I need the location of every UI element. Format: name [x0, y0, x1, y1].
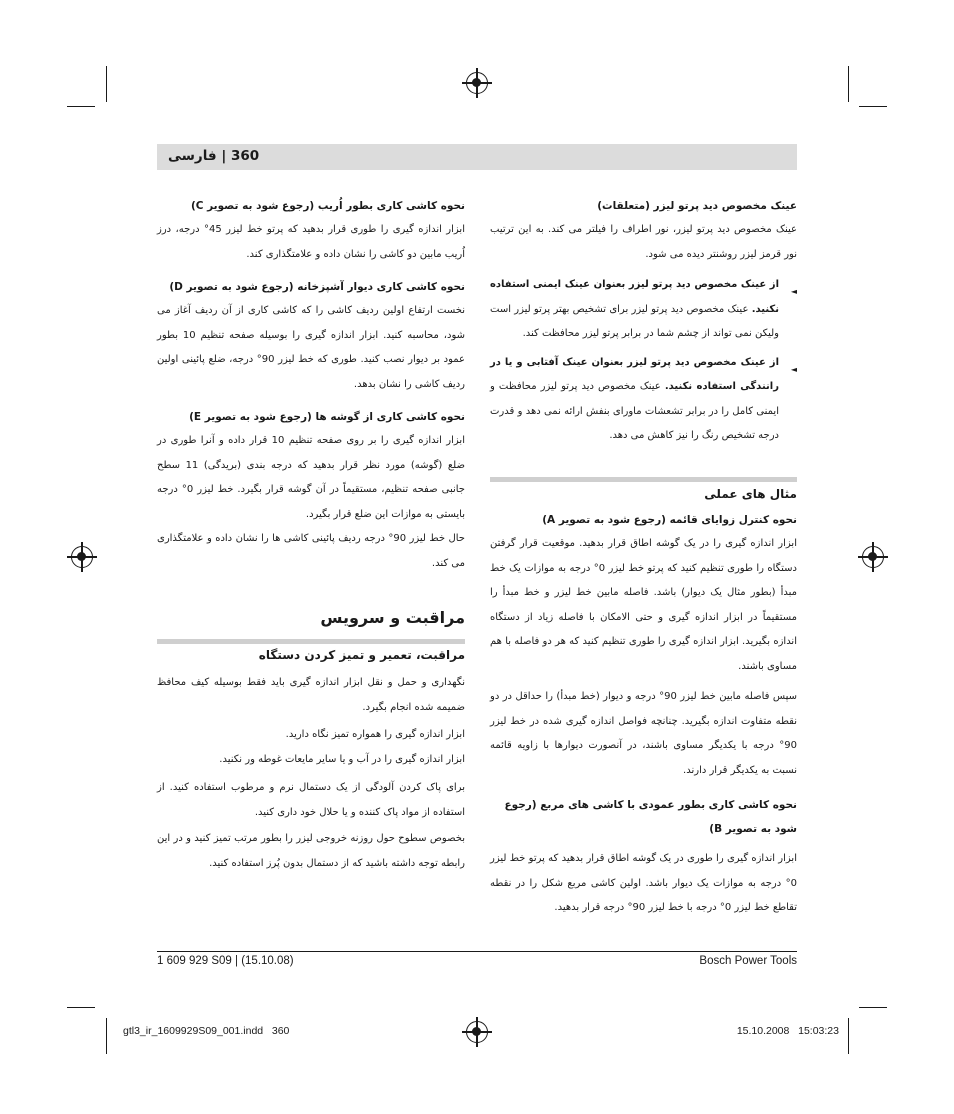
glasses-text: عینک مخصوص دید پرتو لیزر، نور اطراف را فیلتر می کند. به این ترتیب نور قرمز لیزر روشنتر دیده می شود.	[490, 224, 797, 260]
maintenance-text-4: برای پاک کردن آلودگی از یک دستمال نرم و مرطوب استفاده کنید. از استفاده از مواد پاک کننده و یا حلال خود داری کنید.	[157, 782, 465, 818]
bullet1-text: عینک مخصوص دید پرتو لیزر برای تشخیص بهتر پرتو لیزر است ولیکن نمی تواند از چشم شما در برابر پرتو لیزر محافظت کند.	[490, 303, 779, 339]
crop-mark	[848, 66, 849, 102]
bullet-glasses-sun	[490, 351, 797, 449]
bullet-glasses-safety	[490, 273, 797, 347]
example-a-heading: نحوه کنترل زوایای قائمه (رجوع شود به تصویر A)	[542, 514, 797, 526]
crop-mark	[859, 1007, 887, 1008]
bullet2-bold: از عینک مخصوص دید پرتو لیزر بعنوان عینک آفتابی و یا در رانندگی استفاده نکنید.	[490, 356, 779, 392]
example-d-text: نخست ارتفاع اولین ردیف کاشی را که کاشی کاری از آن ردیف آغاز می شود، محاسبه کنید. ابزار اندازه گیری را بوسیله صفحه تنظیم 10 بطور عمود بر دیوار نصب کنید. طوری که خط لیزر 90° درجه، ضلع پائینی اولین ردیف کاشی را نشان بدهد.	[157, 305, 465, 390]
example-e-text-2: حال خط لیزر 90° درجه ردیف پائینی کاشی ها را نشان داده و علامتگذاری می کند.	[157, 533, 465, 569]
service-section	[157, 604, 465, 632]
right-column	[490, 194, 797, 449]
bullet1-bold: از عینک مخصوص دید پرتو لیزر بعنوان عینک ایمنی استفاده نکنید.	[490, 279, 779, 315]
left-column	[157, 194, 465, 576]
example-d-heading: نحوه کاشی کاری دیوار آشپزخانه (رجوع شود به تصویر D)	[169, 281, 465, 293]
crop-mark	[106, 66, 107, 102]
brand-name: Bosch Power Tools	[699, 955, 797, 967]
crop-mark	[859, 106, 887, 107]
print-timestamp: 15.10.2008 15:03:23	[736, 1025, 839, 1037]
maintenance-text-5: بخصوص سطوح حول روزنه خروجی لیزر را بطور مرتب تمیز کنید و در این رابطه توجه داشته باشید که از دستمال بدون پُرز استفاده کنید.	[157, 833, 465, 869]
crop-mark	[106, 1018, 107, 1054]
examples-heading: مثال های عملی	[704, 487, 797, 501]
page-number: 360	[230, 148, 260, 164]
example-c-text: ابزار اندازه گیری را طوری قرار بدهید که پرتو خط لیزر 45° درجه، درز اُریب مابین دو کاشی را نشان داده و علامتگذاری کند.	[157, 224, 465, 260]
example-e-text-1: ابزار اندازه گیری را بر روی صفحه تنظیم 10 قرار داده و آنرا طوری در ضلع (گوشه) مورد نظر قرار بدهید که درجه بندی (بریدگی) 11 سطح جانبی صفحه تنظیم، مستقیماً در آن گوشه قرار بگیرد. خط لیزر 0° درجه بایستی به موازات این ضلع قرار بگیرد.	[157, 435, 465, 520]
example-e-heading: نحوه کاشی کاری از گوشه ها (رجوع شود به تصویر E)	[189, 411, 465, 423]
maintenance-text-1: نگهداری و حمل و نقل ابزار اندازه گیری باید فقط بوسیله کیف محافظ ضمیمه شده انجام بگیرد.	[157, 677, 465, 713]
glasses-heading: عینک مخصوص دید پرتو لیزر (متعلقات)	[597, 200, 797, 212]
example-b-text: ابزار اندازه گیری را طوری در یک گوشه اطاق قرار بدهید که پرتو خط لیزر 0° درجه به موازات یک دیوار باشد. اولین کاشی مربع شکل را در نقطه تقاطع خط لیزر 0° درجه با خط لیزر 90° درجه قرار بدهید.	[490, 853, 797, 913]
service-heading: مراقبت و سرویس	[320, 608, 465, 627]
footer-rule	[157, 951, 797, 952]
maintenance-text-2: ابزار اندازه گیری را همواره تمیز نگاه دارید.	[285, 729, 465, 740]
file-slug: gtl3_ir_1609929S09_001.indd 360	[123, 1025, 290, 1037]
page-header	[168, 148, 259, 164]
example-a-text-2: سپس فاصله مابین خط لیزر 90° درجه و دیوار (خط مبدأ) را حداقل در دو نقطه متفاوت اندازه بگیرید. چنانچه فواصل اندازه گیری شده در خط لیزر 90° درجه با یکدیگر مساوی باشند، در آنصورت دیوارها با زاویه قائمه نسبت به یکدیگر قرار دارند.	[490, 691, 798, 776]
bullet-arrow-icon: ◄	[790, 364, 797, 374]
crop-mark	[848, 1018, 849, 1054]
example-b-heading: نحوه کاشی کاری بطور عمودی با کاشی های مربع (رجوع شود به تصویر B)	[504, 799, 797, 835]
bullet2-text: عینک مخصوص دید پرتو لیزر محافظت و ایمنی کامل را در برابر تشعشات ماورای بنفش ارائه نمی دهد و قدرت درجه تشخیص رنگ را نیز کاهش می دهد.	[490, 381, 779, 441]
registration-mark-icon	[71, 546, 93, 568]
right-column-examples	[490, 480, 797, 921]
bullet-arrow-icon: ◄	[790, 287, 797, 296]
header-language: فارسی	[168, 148, 217, 164]
crop-mark	[67, 106, 95, 107]
registration-mark-icon	[466, 72, 488, 94]
maintenance-section	[157, 643, 465, 876]
example-c-heading: نحوه کاشی کاری بطور اُریب (رجوع شود به تصویر C)	[190, 200, 465, 212]
registration-mark-icon	[862, 546, 884, 568]
doc-number: 1 609 929 S09 | (15.10.08)	[157, 955, 294, 967]
header-separator: |	[216, 148, 227, 164]
maintenance-text-3: ابزار اندازه گیری را در آب و یا سایر مایعات غوطه ور نکنید.	[219, 753, 465, 765]
registration-mark-icon	[466, 1021, 488, 1043]
crop-mark	[67, 1007, 95, 1008]
maintenance-heading: مراقبت، تعمیر و تمیز کردن دستگاه	[258, 648, 465, 662]
example-a-text-1: ابزار اندازه گیری را در یک گوشه اطاق قرار بدهید. موقعیت قرار گرفتن دستگاه را طوری تنظیم کنید که پرتو خط لیزر 0° درجه به موازات یک خط مبدأ (بطور مثال یک دیوار) باشد. فاصله مابین خط لیزر و خط مبدأ را مستقیماً در ابزار اندازه گیری و حتی الامکان با فاصله زیاد از دستگاه اندازه بگیرید. ابزار اندازه گیری را طوری تنظیم کنید که هر دو فاصله با هم مساوی باشند.	[490, 538, 797, 672]
